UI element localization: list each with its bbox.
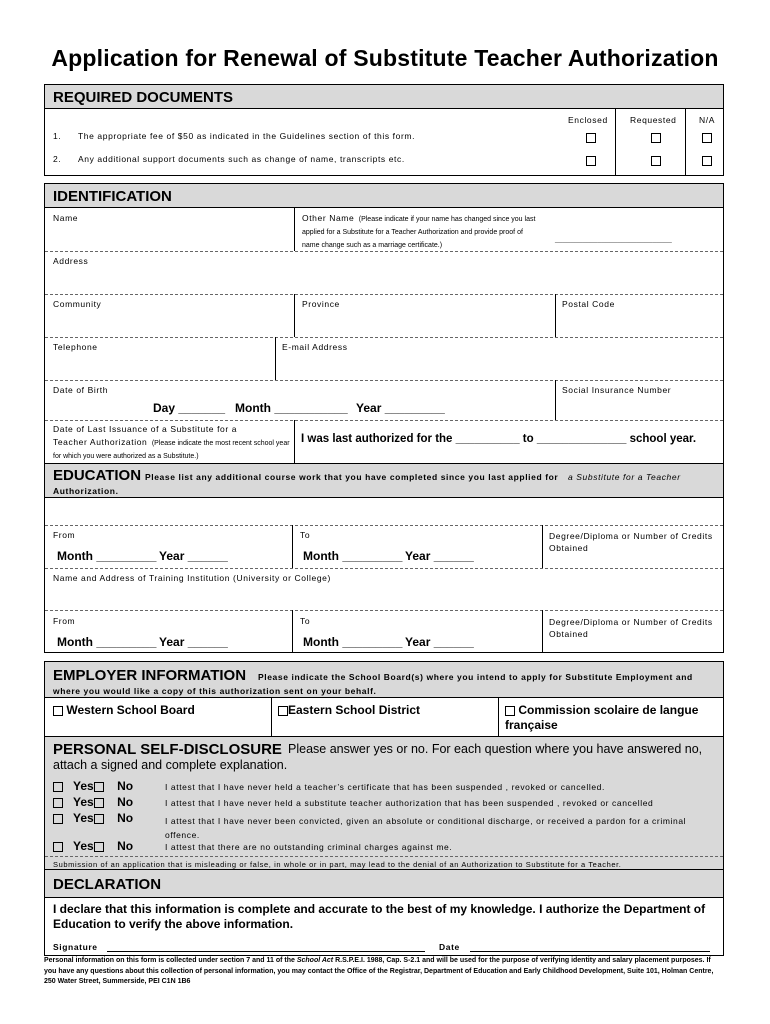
q4-yes-label: Yes [73, 839, 94, 853]
edu1-from-year[interactable]: Year ______ [159, 549, 228, 563]
item-2-requested-checkbox[interactable] [651, 156, 661, 166]
item-1-enclosed-checkbox[interactable] [586, 133, 596, 143]
disclosure-intro-2: attach a signed and complete explanation. [53, 758, 288, 772]
education-intro-2: Authorization. [53, 486, 119, 496]
q1-no-label: No [117, 779, 134, 793]
q3-yes-checkbox[interactable] [53, 814, 63, 824]
edu1-degree-label: Degree/Diploma or Number of Credits Obtained [549, 531, 713, 553]
q3-no-label: No [117, 811, 134, 825]
disclosure-heading: PERSONAL SELF-DISCLOSURE [53, 741, 282, 758]
identification-heading: IDENTIFICATION [53, 188, 172, 205]
last-issuance-label-2 [53, 436, 293, 462]
eastern-label: Eastern School District [288, 703, 421, 717]
item-2-enclosed-checkbox[interactable] [586, 156, 596, 166]
western-label: Western School Board [66, 703, 195, 717]
col-requested: Requested [630, 115, 677, 125]
employer-heading: EMPLOYER INFORMATION [53, 667, 247, 684]
community-label: Community [53, 299, 102, 309]
edu2-from-label: From [53, 616, 76, 626]
edu2-to-month[interactable]: Month _________ [303, 635, 403, 649]
western-checkbox[interactable] [53, 706, 63, 716]
edu1-to-label: To [300, 530, 311, 540]
q3-no-checkbox[interactable] [94, 814, 104, 824]
col-enclosed: Enclosed [568, 115, 608, 125]
commission-option[interactable] [505, 703, 720, 733]
q1-no-checkbox[interactable] [94, 782, 104, 792]
q4-yes-checkbox[interactable] [53, 842, 63, 852]
last-authorized-text[interactable]: I was last authorized for the __________ to ______________ school year. [301, 433, 697, 445]
q2-no-label: No [117, 795, 134, 809]
edu2-to-label: To [300, 616, 311, 626]
edu1-to-year[interactable]: Year ______ [405, 549, 474, 563]
other-name-line: ______________________________ [555, 236, 672, 243]
q2-yes-label: Yes [73, 795, 94, 809]
identification-section [44, 183, 724, 653]
edu2-to-year[interactable]: Year ______ [405, 635, 474, 649]
q2-no-checkbox[interactable] [94, 798, 104, 808]
declaration-text: I declare that this information is complete and accurate to the best of my knowledge. I authorize the Department of Education to verify the above information. [53, 902, 706, 931]
date-label: Date [439, 942, 460, 952]
item-1-text: The appropriate fee of $50 as indicated in the Guidelines section of this form. [78, 131, 416, 141]
q4-text: I attest that there are no outstanding criminal charges against me. [165, 842, 453, 852]
item-1-requested-checkbox[interactable] [651, 133, 661, 143]
western-option[interactable] [53, 703, 195, 717]
dob-month[interactable]: Month ___________ [235, 401, 348, 415]
edu2-from-year[interactable]: Year ______ [159, 635, 228, 649]
dob-year[interactable]: Year _________ [356, 401, 445, 415]
declaration-heading: DECLARATION [53, 876, 162, 893]
name-label: Name [53, 213, 79, 223]
other-name-title: Other Name [302, 213, 355, 223]
item-2-na-checkbox[interactable] [702, 156, 712, 166]
last-issuance-label: Date of Last Issuance of a Substitute for a [53, 424, 238, 434]
eastern-option[interactable] [278, 703, 420, 717]
other-name-note: (Please indicate if your name has changed since you last applied for a Substitute for a Teacher Authorization and provide proof of name change such as a marriage certificate.) [302, 216, 536, 249]
telephone-label: Telephone [53, 342, 98, 352]
edu1-from-month[interactable]: Month _________ [57, 549, 157, 563]
q4-no-label: No [117, 839, 134, 853]
disclosure-warning: Submission of an application that is misleading or false, in whole or in part, may lead to the denial of an Authorization to Substitute for a Teacher. [53, 860, 622, 869]
education-intro-italic: a Substitute for a Teacher [568, 472, 681, 482]
postal-code-label: Postal Code [562, 299, 615, 309]
edu1-from-label: From [53, 530, 76, 540]
privacy-footer [44, 956, 724, 988]
q2-text: I attest that I have never held a substitute teacher authorization that has been suspended , revoked or cancelled [165, 798, 654, 808]
education-intro: Please list any additional course work that you have completed since you last applied for [145, 472, 559, 482]
q1-yes-checkbox[interactable] [53, 782, 63, 792]
q2-answer[interactable] [53, 795, 133, 809]
eastern-checkbox[interactable] [278, 706, 288, 716]
footer-school-act: School Act [296, 957, 334, 964]
q1-yes-label: Yes [73, 779, 94, 793]
sin-label: Social Insurance Number [562, 385, 672, 395]
item-1-number: 1. [53, 131, 62, 141]
signature-label: Signature [53, 942, 98, 952]
footer-part-1: Personal information on this form is collected under section 7 and 11 of the [44, 957, 297, 964]
dob-day[interactable]: Day _______ [153, 401, 226, 415]
date-line[interactable] [470, 951, 710, 952]
q3-text: I attest that I have never been convicted, given an absolute or conditional discharge, or received a pardon for a criminal offence. [165, 816, 687, 840]
email-label: E-mail Address [282, 342, 348, 352]
item-1-na-checkbox[interactable] [702, 133, 712, 143]
edu2-degree-label: Degree/Diploma or Number of Credits Obtained [549, 617, 713, 639]
commission-checkbox[interactable] [505, 706, 515, 716]
signature-line[interactable] [107, 951, 425, 952]
disclosure-intro: Please answer yes or no. For each question where you have answered no, [288, 742, 703, 756]
q4-no-checkbox[interactable] [94, 842, 104, 852]
dob-label: Date of Birth [53, 385, 109, 395]
footer-part-2: R.S.P.E.I. 1988, Cap. S-2.1 and will be used for the purpose of verifying identity and salary placement purposes. If you have any questions about this collection of personal information, you may contact the Office of the Registrar, Department of Education and Early Childhood Development, Suite 101, Holman Centre, 250 Water Street, Summerside, PEI C1N 1B6 [44, 957, 714, 985]
employer-section [44, 661, 724, 956]
province-label: Province [302, 299, 340, 309]
q4-answer[interactable] [53, 839, 133, 853]
item-2-text: Any additional support documents such as change of name, transcripts etc. [78, 154, 405, 164]
other-name-label [302, 212, 542, 251]
employer-intro: Please indicate the School Board(s) where you intend to apply for Substitute Employment and [258, 672, 693, 682]
q1-text: I attest that I have never held a teacher’s certificate that has been suspended , revoked or cancelled. [165, 782, 605, 792]
education-heading: EDUCATION [53, 467, 142, 484]
last-issuance-note: (Please indicate the most recent school year for which you were authorized as a Substitute.) [53, 440, 290, 460]
employer-intro-2: where you would like a copy of this authorization sent on your behalf. [53, 686, 377, 696]
commission-label: Commission scolaire de langue française [505, 703, 699, 732]
page-title: Application for Renewal of Substitute Teacher Authorization [51, 45, 719, 71]
required-documents-section [44, 84, 724, 176]
q3-yes-label: Yes [73, 811, 94, 825]
edu1-to-month[interactable]: Month _________ [303, 549, 403, 563]
col-na: N/A [699, 115, 715, 125]
edu2-from-month[interactable]: Month _________ [57, 635, 157, 649]
required-documents-heading: REQUIRED DOCUMENTS [53, 89, 234, 106]
q3-answer[interactable] [53, 811, 133, 825]
edu-institution-label: Name and Address of Training Institution (University or College) [53, 573, 331, 583]
item-2-number: 2. [53, 154, 62, 164]
address-label: Address [53, 256, 89, 266]
last-issuance-title: Teacher Authorization [53, 437, 148, 447]
q2-yes-checkbox[interactable] [53, 798, 63, 808]
q1-answer[interactable] [53, 779, 133, 793]
